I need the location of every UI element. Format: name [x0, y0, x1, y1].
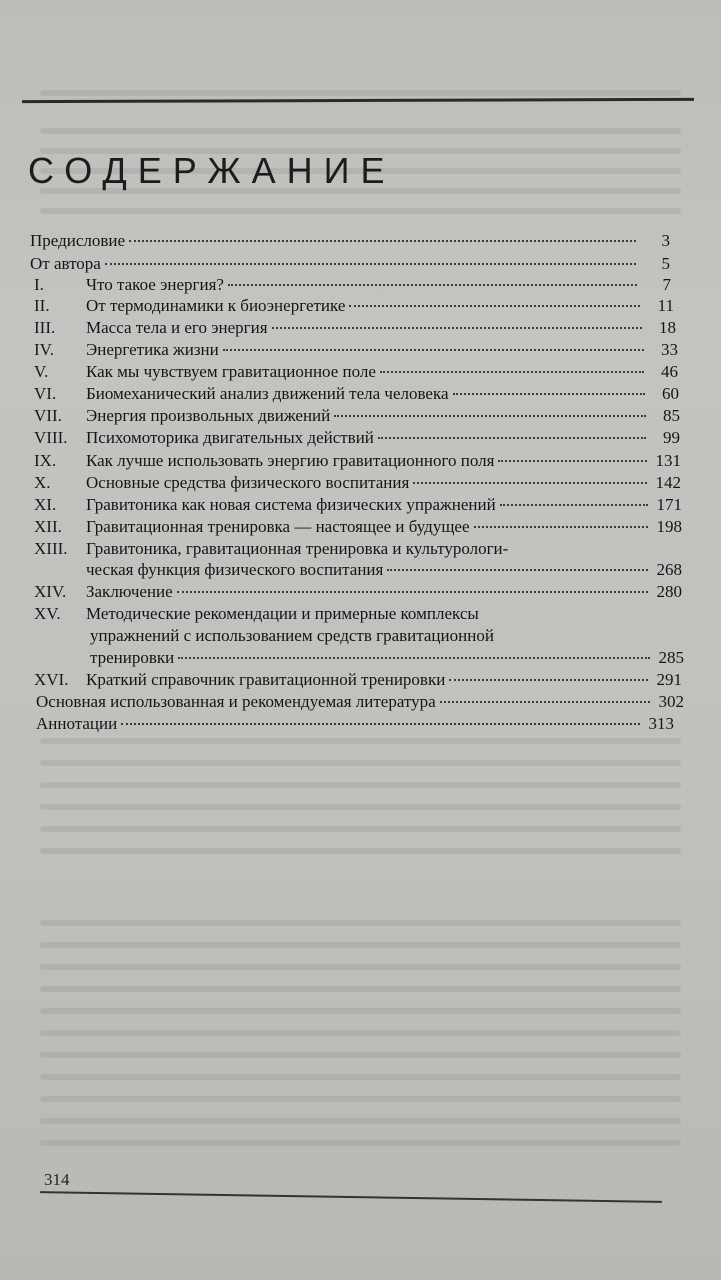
toc-entry-page: 3 — [661, 231, 670, 250]
toc-entry-title: Краткий справочник гравитационной тренировки — [86, 670, 446, 689]
leader-dots — [272, 327, 642, 329]
leader-dots — [440, 701, 650, 703]
toc-entry-title: Основная использованная и рекомендуемая литература — [36, 692, 436, 711]
toc-entry[interactable] — [34, 406, 680, 426]
toc-entry-page: 280 — [656, 582, 682, 601]
leader-dots — [449, 679, 648, 681]
toc-entry[interactable] — [34, 384, 679, 404]
toc-entry[interactable] — [34, 451, 681, 471]
toc-entry[interactable] — [34, 362, 678, 382]
toc-entry-page: 268 — [656, 560, 682, 579]
toc-entry-page: 5 — [661, 254, 670, 273]
toc-entry[interactable] — [30, 254, 670, 274]
toc-entry-page: 18 — [659, 318, 676, 337]
toc-entry-title: Как лучше использовать энергию гравитационного поля — [86, 451, 495, 470]
leader-dots — [223, 349, 644, 351]
toc-entry[interactable] — [34, 495, 682, 515]
toc-entry-title: Предисловие — [30, 231, 126, 250]
toc-entry-page: 198 — [656, 517, 682, 536]
leader-dots — [474, 526, 649, 528]
toc-entry-title: Энергетика жизни — [86, 340, 219, 359]
toc-entry[interactable] — [34, 318, 676, 338]
leader-dots — [387, 569, 648, 571]
toc-entry[interactable] — [90, 648, 684, 668]
toc-entry-number: III. — [34, 318, 56, 337]
toc-entry-title: Основные средства физического воспитания — [86, 473, 410, 492]
leader-dots — [378, 437, 646, 439]
toc-entry-number: II. — [34, 296, 50, 315]
toc-entry-page: 99 — [663, 428, 680, 447]
toc-entry-title: Что такое энергия? — [86, 275, 224, 294]
toc-entry-title: ческая функция физического воспитания — [86, 560, 384, 579]
toc-entry-title: Методические рекомендации и примерные комплексы — [86, 604, 479, 623]
toc-entry-title: тренировки — [90, 648, 175, 667]
toc-entry[interactable] — [36, 714, 674, 734]
toc-entry-title: Заключение — [86, 582, 173, 601]
toc-entry-number: XI. — [34, 495, 57, 514]
toc-entry-number: VIII. — [34, 428, 68, 447]
toc-entry-number: I. — [34, 275, 44, 294]
toc-entry-title: Как мы чувствуем гравитационное поле — [86, 362, 376, 381]
toc-entry-page: 285 — [658, 648, 684, 667]
toc-entry-title: Масса тела и его энергия — [86, 318, 268, 337]
leader-dots — [453, 393, 645, 395]
toc-entry-title: Гравитационная тренировка — настоящее и будущее — [86, 517, 470, 536]
leader-dots — [121, 723, 640, 725]
leader-dots — [498, 460, 647, 462]
toc-entry[interactable] — [34, 340, 678, 360]
toc-entry-page: 60 — [662, 384, 679, 403]
toc-entry-title: Гравитоника, гравитационная тренировка и культурологи- — [86, 539, 509, 558]
leader-dots — [178, 657, 650, 659]
leader-dots — [228, 284, 637, 286]
toc-entry[interactable] — [30, 231, 670, 251]
toc-entry-number: VI. — [34, 384, 57, 403]
toc-entry-number: IX. — [34, 451, 57, 470]
page-number: 314 — [44, 1170, 70, 1189]
toc-entry-page: 131 — [655, 451, 681, 470]
toc-entry-page: 11 — [657, 296, 674, 315]
toc-entry-number: XVI. — [34, 670, 69, 689]
toc-entry[interactable] — [34, 275, 671, 295]
leader-dots — [413, 482, 647, 484]
toc-entry-number: XII. — [34, 517, 62, 536]
toc-entry[interactable] — [34, 670, 682, 690]
toc-entry-line[interactable] — [34, 539, 682, 559]
toc-entry-number: XIV. — [34, 582, 67, 601]
toc-entry[interactable] — [34, 473, 681, 493]
toc-entry-page: 7 — [662, 275, 671, 294]
toc-entry[interactable] — [34, 517, 682, 537]
toc-entry-title: Гравитоника как новая система физических упражнений — [86, 495, 496, 514]
toc-entry-page: 33 — [661, 340, 678, 359]
toc-entry[interactable] — [34, 296, 674, 316]
toc-entry-page: 142 — [655, 473, 681, 492]
toc-entry-title: Психомоторика двигательных действий — [86, 428, 374, 447]
toc-entry-page: 313 — [648, 714, 674, 733]
page-title: СОДЕРЖАНИЕ — [28, 150, 396, 191]
toc-entry-page: 291 — [656, 670, 682, 689]
toc-entry-number: XV. — [34, 604, 61, 623]
leader-dots — [129, 240, 636, 242]
toc-entry-number: V. — [34, 362, 49, 381]
toc-entry-number: IV. — [34, 340, 54, 359]
toc-entry-title: Биомеханический анализ движений тела человека — [86, 384, 449, 403]
toc-entry-continuation: упражнений с использованием средств гравитационной — [90, 626, 494, 645]
toc-entry-page: 302 — [658, 692, 684, 711]
leader-dots — [177, 591, 648, 593]
toc-entry-page: 46 — [661, 362, 678, 381]
toc-entry-title: Аннотации — [36, 714, 118, 733]
toc-entry-number: XIII. — [34, 539, 68, 558]
toc-entry-number: VII. — [34, 406, 62, 425]
toc-entry-line[interactable] — [34, 604, 682, 624]
toc-entry-title: От автора — [30, 254, 101, 273]
leader-dots — [500, 504, 648, 506]
leader-dots — [105, 263, 636, 265]
leader-dots — [349, 305, 640, 307]
toc-entry-title: Энергия произвольных движений — [86, 406, 331, 425]
toc-entry-page: 171 — [656, 495, 682, 514]
leader-dots — [380, 371, 644, 373]
toc-entry[interactable] — [86, 560, 682, 580]
toc-entry[interactable] — [36, 692, 684, 712]
leader-dots — [334, 415, 646, 417]
toc-entry-title: От термодинамики к биоэнергетике — [86, 296, 346, 315]
toc-entry[interactable] — [34, 428, 680, 448]
toc-entry[interactable] — [34, 582, 682, 602]
toc-entry-page: 85 — [663, 406, 680, 425]
toc-entry-number: X. — [34, 473, 51, 492]
